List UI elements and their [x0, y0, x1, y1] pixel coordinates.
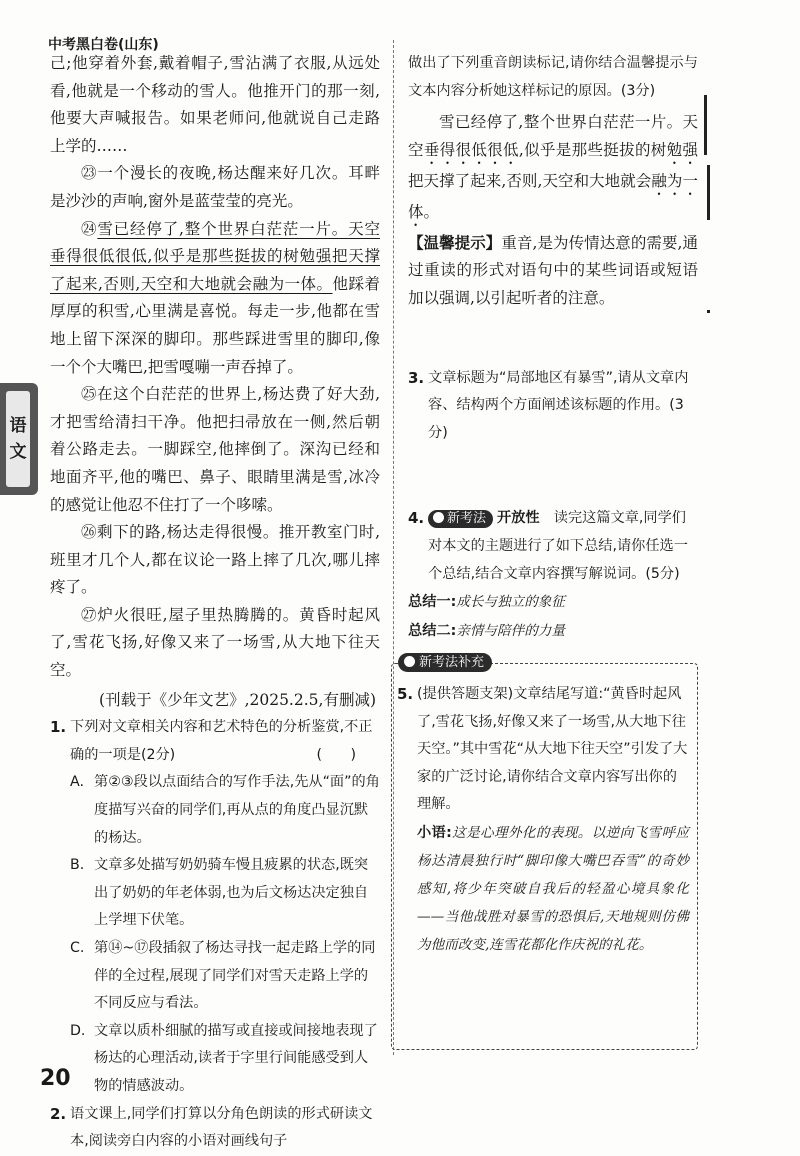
marked-quote	[408, 109, 698, 230]
quote-part-4: 。	[423, 202, 440, 221]
summary-1-text: 成长与独立的象征	[456, 594, 565, 611]
page-number: 20	[40, 1066, 71, 1091]
option-a-text: 第②③段以点面结合的写作手法,先从“面”的角度描写兴奋的同学们,再从点的角度凸显沉默的杨达。	[94, 774, 380, 846]
question-4-text: 读完这篇文章,同学们对本文的主题进行了如下总结,请你任选一个总结,结合文章内容撰写解说词。(5分)	[428, 510, 688, 582]
stress-mark-2: 勉强	[666, 140, 698, 159]
scan-edge-mark	[704, 95, 707, 155]
question-2-number: 2.	[50, 1104, 67, 1123]
warm-tip-label: 【温馨提示】	[408, 233, 502, 252]
question-1-stem	[50, 714, 380, 769]
answer-label: 小语:	[417, 824, 452, 841]
summary-1	[408, 588, 698, 617]
question-1-text: 下列对文章相关内容和艺术特色的分析鉴赏,不正确的一项是(2分)	[70, 719, 373, 763]
option-d-text: 文章以质朴细腻的描写或直接或间接地表现了杨达的心理活动,读者于字里行间能感受到人物的情感波动。	[94, 1022, 378, 1094]
subject-side-tab	[0, 383, 38, 495]
question-3	[408, 365, 698, 448]
warm-tip	[408, 230, 698, 313]
option-a	[50, 769, 380, 852]
answer-text: 这是心理外化的表现。以逆向飞雪呼应杨达清晨独行时“脚印像大嘴巴吞雪”的奇妙感知,将少年突破自我后的轻盈心境具象化——当他战胜对暴雪的恐惧后,天地规则仿佛为他而改变,连雪花都化作庆祝的礼花。	[417, 824, 689, 953]
scan-edge-mark	[707, 310, 710, 313]
quote-part-1: 雪已经停了,整个世界白茫茫一片。天空	[408, 113, 698, 159]
passage-paragraph-cont: 己;他穿着外套,戴着帽子,雪沾满了衣服,从远处看,他就是一个移动的雪人。他推开门的那一刻,他要大声喊报告。如果老师问,他就说自己走路上学的……	[50, 54, 380, 155]
question-4	[408, 505, 698, 588]
question-4-number: 4.	[408, 509, 425, 528]
summary-1-label: 总结一:	[408, 594, 457, 611]
question-1	[50, 714, 380, 1100]
question-3-text: 文章标题为“局部地区有暴雪”,请从文章内容、结构两个方面阐述该标题的作用。(3分)	[428, 369, 689, 441]
option-b	[50, 852, 380, 935]
option-b-label: B.	[70, 857, 85, 874]
subject-char-2: 文	[9, 442, 27, 462]
question-5	[397, 681, 689, 819]
right-column	[408, 50, 698, 645]
scan-edge-mark	[707, 165, 710, 220]
option-c-label: C.	[70, 940, 85, 956]
question-3-number: 3.	[408, 368, 425, 387]
question-2-stem-cont: 做出了下列重音朗读标记,请你结合温馨提示与文本内容分析她这样标记的原因。(3分)	[408, 55, 698, 99]
passage-source: (刊载于《少年文艺》,2025.2.5,有删减)	[99, 690, 376, 709]
page-header-title: 中考黑白卷(山东)	[48, 37, 159, 53]
quote-part-3: 把天撑了起来,否则,天空和大地就会	[408, 171, 652, 190]
warm-tip-text: 重音,是为传情达意的需要,通过重读的形式对语句中的某些词语或短语加以强调,以引起听者的注意。	[408, 233, 698, 307]
question-2-stem-start	[50, 1101, 380, 1156]
badge-icon	[433, 512, 444, 523]
summary-2	[408, 617, 698, 646]
option-c	[50, 935, 380, 1018]
underlined-sentence: 雪已经停了,整个世界白茫茫一片。天空垂得很低很低,似乎是那些挺拔的树勉强把天撑了起来,否则,天空和大地就会融为一体。	[50, 219, 380, 293]
passage-paragraph-27: ㉗炉火很旺,屋子里热腾腾的。黄昏时起风了,雪花飞扬,好像又来了一场雪,从大地下往天空。	[50, 605, 380, 680]
quote-part-2: ,似乎是那些挺拔的树	[518, 140, 667, 159]
question-2-left	[50, 1101, 380, 1156]
paragraph-24-rest: 他踩着厚厚的积雪,心里满是喜悦。每走一步,他都在雪地上留下深深的脚印。那些踩进雪里的脚印,像一个个大嘴巴,把雪嘎嘣一声吞掉了。	[50, 274, 380, 376]
option-a-label: A.	[70, 774, 84, 791]
subject-char-1: 语	[9, 416, 27, 436]
subject-side-tab-inner	[6, 391, 30, 487]
question-4-type: 开放性	[497, 510, 540, 527]
new-method-badge	[428, 510, 493, 528]
summary-2-label: 总结二:	[408, 622, 457, 639]
supplement-tag	[398, 653, 492, 672]
answer-xiaoyu	[397, 819, 689, 959]
question-2-text-start: 语文课上,同学们打算以分角色朗读的形式研读文本,阅读旁白内容的小语对画线句子	[70, 1105, 373, 1150]
question-1-number: 1.	[50, 718, 67, 737]
passage-paragraph-25: ㉕在这个白茫茫的世界上,杨达费了好大劲,才把雪给清扫干净。他把扫帚放在一侧,然后朝着公路走去。一脚踩空,他摔倒了。深沟已经和地面齐平,他的嘴巴、鼻子、眼睛里满是雪,冰冷的感觉让他忍不住打了一个哆嗦。	[50, 385, 380, 514]
summary-2-text: 亲情与陪伴的力量	[456, 622, 565, 639]
supplement-tag-text: 新考法补充	[419, 655, 485, 670]
passage-paragraph-26: ㉖剩下的路,杨达走得很慢。推开教室门时,班里才几个人,都在议论一路上摔了几次,哪儿摔疼了。	[50, 523, 380, 597]
answer-blank-paren: ( )	[316, 746, 356, 763]
option-c-text: 第⑭~⑰段插叙了杨达寻找一起走路上学的同伴的全过程,展现了同学们对雪天走路上学的不同反应与看法。	[94, 940, 376, 1012]
stress-mark-3: 融为一体	[408, 171, 698, 221]
supplement-content	[397, 681, 689, 959]
supplement-tag-icon	[404, 656, 415, 667]
option-d-label: D.	[70, 1022, 86, 1039]
passage-paragraph-24	[50, 216, 380, 382]
question-5-number: 5.	[397, 685, 414, 703]
paragraph-24-number: ㉔	[81, 219, 98, 238]
left-column	[50, 50, 380, 1156]
option-b-text: 文章多处描写奶奶骑车慢且疲累的状态,既突出了奶奶的年老体弱,也为后文杨达决定独自上学埋下伏笔。	[94, 857, 369, 929]
new-method-badge-text: 新考法	[447, 511, 487, 527]
option-d	[50, 1018, 380, 1101]
stress-mark-1: 垂得很低很低	[423, 140, 519, 159]
passage-paragraph-23: ㉓一个漫长的夜晚,杨达醒来好几次。耳畔是沙沙的声响,窗外是蓝莹莹的亮光。	[50, 164, 380, 210]
question-5-text: (提供答题支架)文章结尾写道:“黄昏时起风了,雪花飞扬,好像又来了一场雪,从大地下往天空。”其中雪花“从大地下往天空”引发了大家的广泛讨论,请你结合文章内容写出你的理解。	[417, 686, 688, 813]
